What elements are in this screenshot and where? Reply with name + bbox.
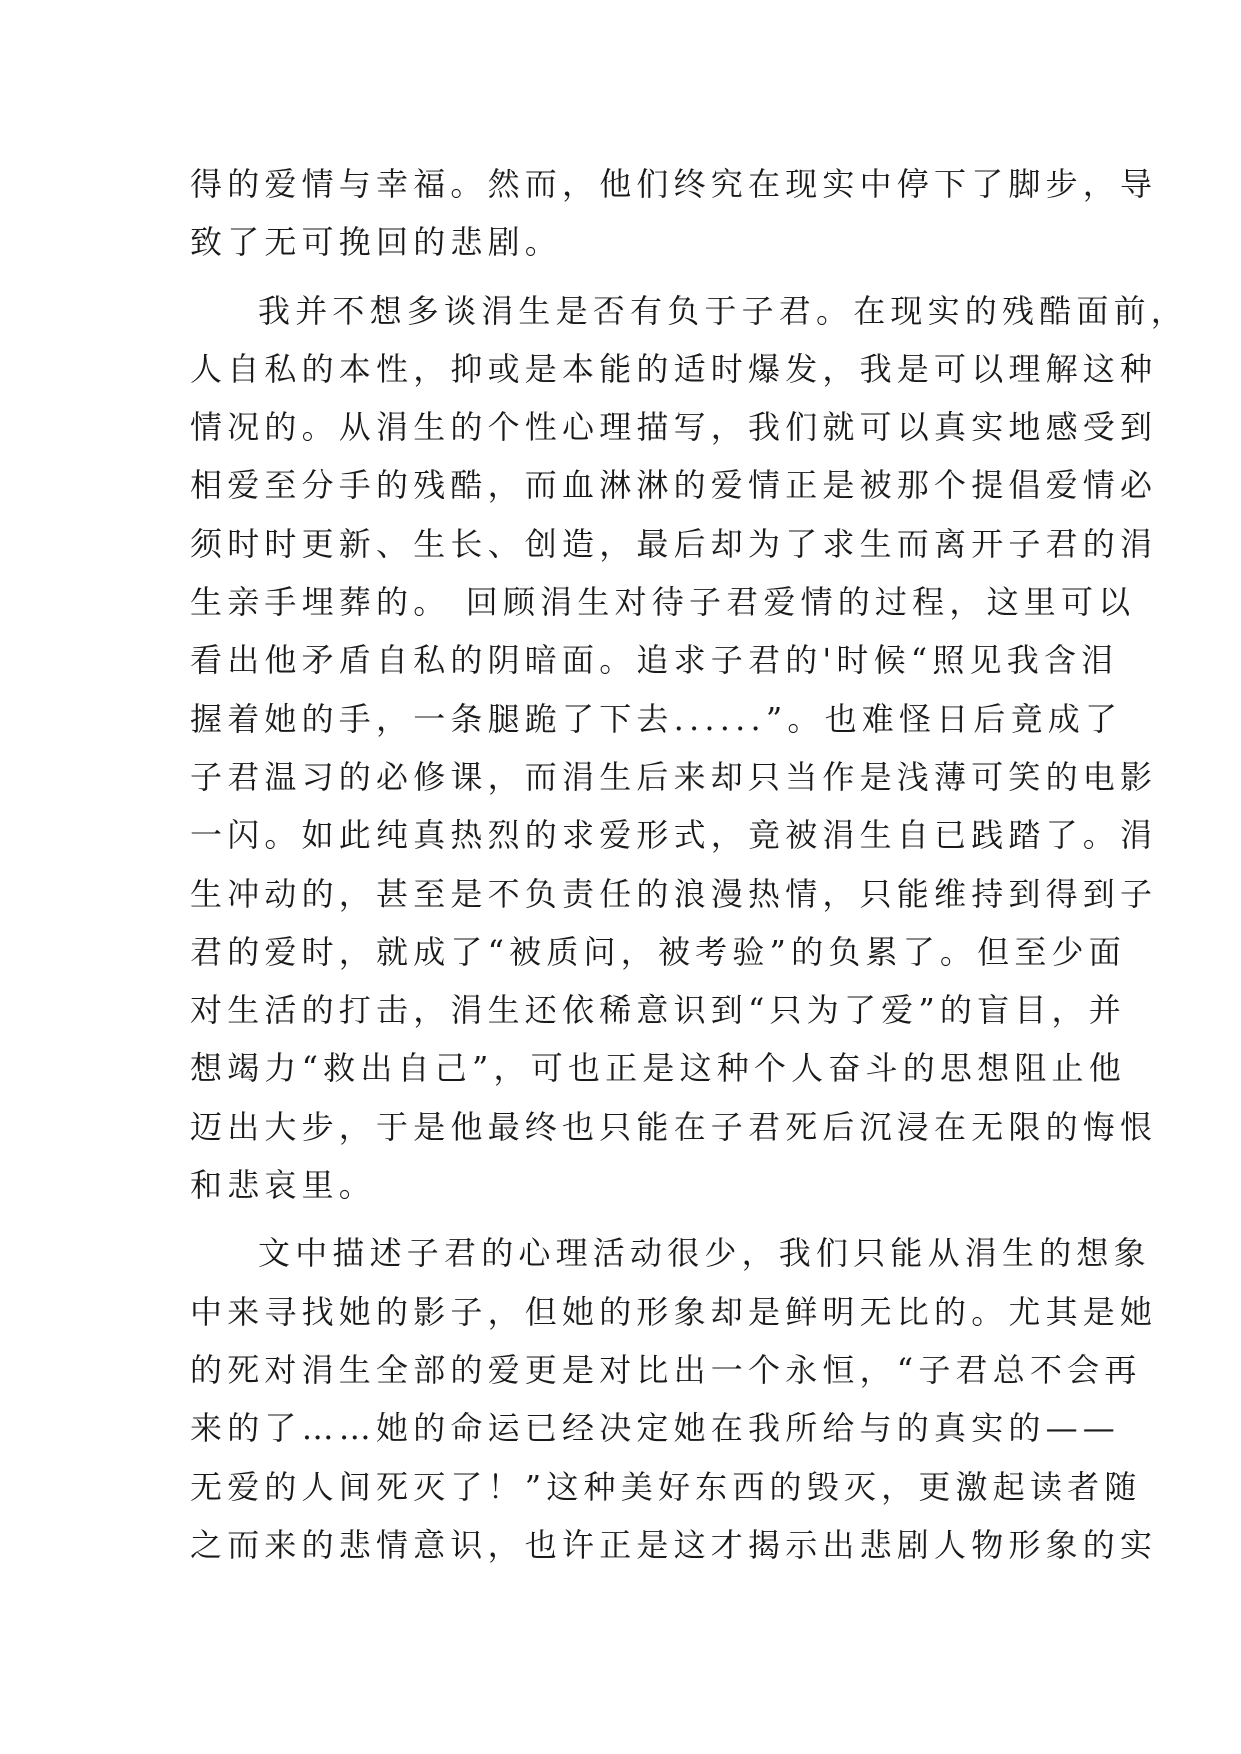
text-line: 的死对涓生全部的爱更是对比出一个永恒，“子君总不会再 — [190, 1350, 1142, 1389]
text-line: 和悲哀里。 — [190, 1166, 377, 1205]
text-line: 生亲手埋葬的。 回顾涓生对待子君爱情的过程，这里可以 — [190, 583, 1136, 622]
text-line: 相爱至分手的残酷，而血淋淋的爱情正是被那个提倡爱情必 — [190, 466, 1158, 505]
text-line: 迈出大步，于是他最终也只能在子君死后沉浸在无限的悔恨 — [190, 1107, 1158, 1146]
text-line: 生冲动的，甚至是不负责任的浪漫热情，只能维持到得到子 — [190, 874, 1158, 913]
text-line: 文中描述子君的心理活动很少，我们只能从涓生的想象 — [258, 1234, 1151, 1273]
paragraph — [190, 1224, 1158, 1574]
text-line: 致了无可挽回的悲剧。 — [190, 223, 563, 262]
text-line: 人自私的本性，抑或是本能的适时爆发，我是可以理解这种 — [190, 349, 1158, 388]
text-line: 握着她的手，一条腿跪了下去......”。也难怪日后竟成了 — [190, 699, 1123, 738]
body-text — [190, 155, 1189, 1574]
text-line: 对生活的打击，涓生还依稀意识到“只为了爱”的盲目，并 — [190, 991, 1126, 1030]
paragraph — [190, 282, 1189, 1215]
text-line: 来的了……她的命运已经决定她在我所给与的真实的—— — [190, 1409, 1121, 1448]
text-line: 无爱的人间死灭了！”这种美好东西的毁灭，更激起读者随 — [190, 1467, 1142, 1506]
text-line: 子君温习的必修课，而涓生后来却只当作是浅薄可笑的电影 — [190, 757, 1158, 796]
text-line: 我并不想多谈涓生是否有负于子君。在现实的残酷面前， — [258, 291, 1189, 330]
text-line: 得的爱情与幸福。然而，他们终究在现实中停下了脚步，导 — [190, 165, 1158, 203]
text-line: 看出他矛盾自私的阴暗面。追求子君的'时候“照见我含泪 — [190, 641, 1119, 680]
text-line: 须时时更新、生长、创造，最后却为了求生而离开子君的涓 — [190, 524, 1158, 563]
paragraph — [190, 155, 1158, 272]
text-line: 君的爱时，就成了“被质问，被考验”的负累了。但至少面 — [190, 932, 1126, 971]
text-line: 中来寻找她的影子，但她的形象却是鲜明无比的。尤其是她 — [190, 1292, 1158, 1331]
text-line: 一闪。如此纯真热烈的求爱形式，竟被涓生自已践踏了。涓 — [190, 816, 1158, 855]
text-line: 情况的。从涓生的个性心理描写，我们就可以真实地感受到 — [190, 408, 1158, 447]
text-line: 之而来的悲情意识，也许正是这才揭示出悲剧人物形象的实 — [190, 1525, 1158, 1564]
text-line: 想竭力“救出自己”，可也正是这种个人奋斗的思想阻止他 — [190, 1049, 1126, 1088]
